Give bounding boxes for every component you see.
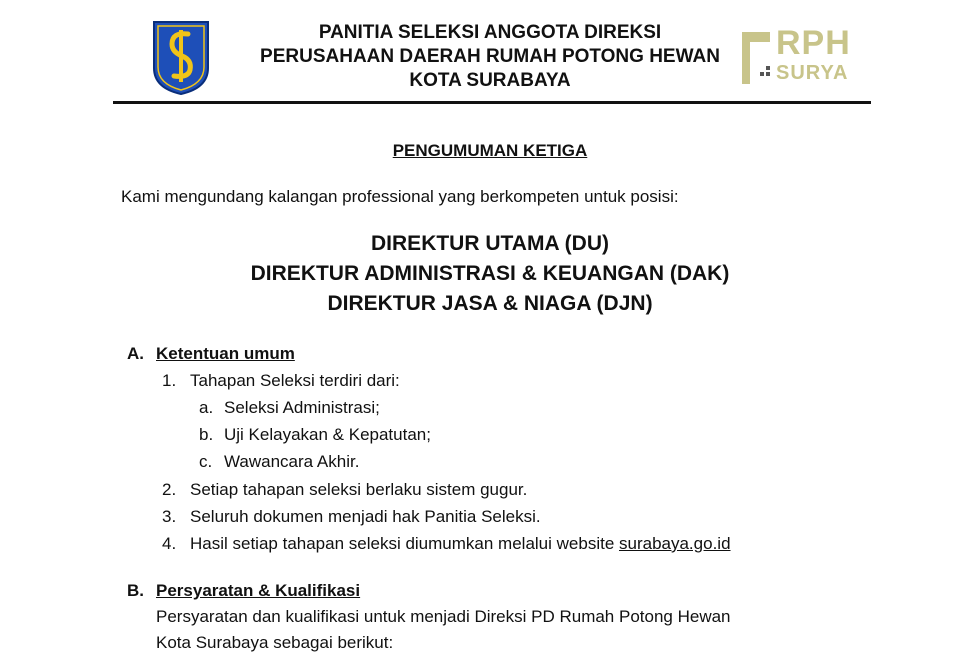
header-line-3: KOTA SURABAYA [409,70,571,91]
header-line-1: PANITIA SELEKSI ANGGOTA DIREKSI [318,22,662,43]
position-dak: DIREKTUR ADMINISTRASI & KEUANGAN (DAK) [250,262,730,285]
item-4-line [190,533,731,555]
section-a-letter: A. [127,344,144,363]
item-1-text: Tahapan Seleksi terdiri dari: [190,371,400,390]
item-1-num: 1. [162,371,177,390]
header-line-2: PERUSAHAAN DAERAH RUMAH POTONG HEWAN [260,46,720,67]
section-b-line-1: Persyaratan dan kualifikasi untuk menjadi Direksi PD Rumah Potong Hewan [156,607,731,626]
sub-b-num: b. [199,425,214,444]
rph-surya-logo [740,24,860,88]
item-4-text: Hasil setiap tahapan seleksi diumumkan melalui website [190,534,619,553]
item-4-num: 4. [162,534,177,553]
item-3-text: Seluruh dokumen menjadi hak Panitia Seleksi. [190,507,541,526]
intro-text: Kami mengundang kalangan professional yang berkompeten untuk posisi: [121,187,679,206]
rph-logo-text-top: RPH [776,24,851,62]
rph-logo-mark-icon [740,30,774,86]
item-3-num: 3. [162,507,177,526]
item-2-num: 2. [162,480,177,499]
announcement-title: PENGUMUMAN KETIGA [392,141,588,160]
sub-c-num: c. [199,452,213,471]
section-b-letter: B. [127,581,144,600]
section-b-line-2: Kota Surabaya sebagai berikut: [156,633,394,652]
rph-logo-text-bottom: SURYA [776,62,849,84]
header-divider [113,101,871,104]
sub-b-text: Uji Kelayakan & Kepatutan; [224,425,431,444]
section-a-title: Ketentuan umum [156,344,295,363]
sub-a-num: a. [199,398,214,417]
section-b-title: Persyaratan & Kualifikasi [156,581,361,600]
position-djn: DIREKTUR JASA & NIAGA (DJN) [327,292,653,315]
position-du: DIREKTUR UTAMA (DU) [371,232,609,255]
sub-c-text: Wawancara Akhir. [224,452,360,471]
sub-a-text: Seleksi Administrasi; [224,398,380,417]
website-link[interactable]: surabaya.go.id [619,534,731,553]
item-2-text: Setiap tahapan seleksi berlaku sistem gugur. [190,480,528,499]
